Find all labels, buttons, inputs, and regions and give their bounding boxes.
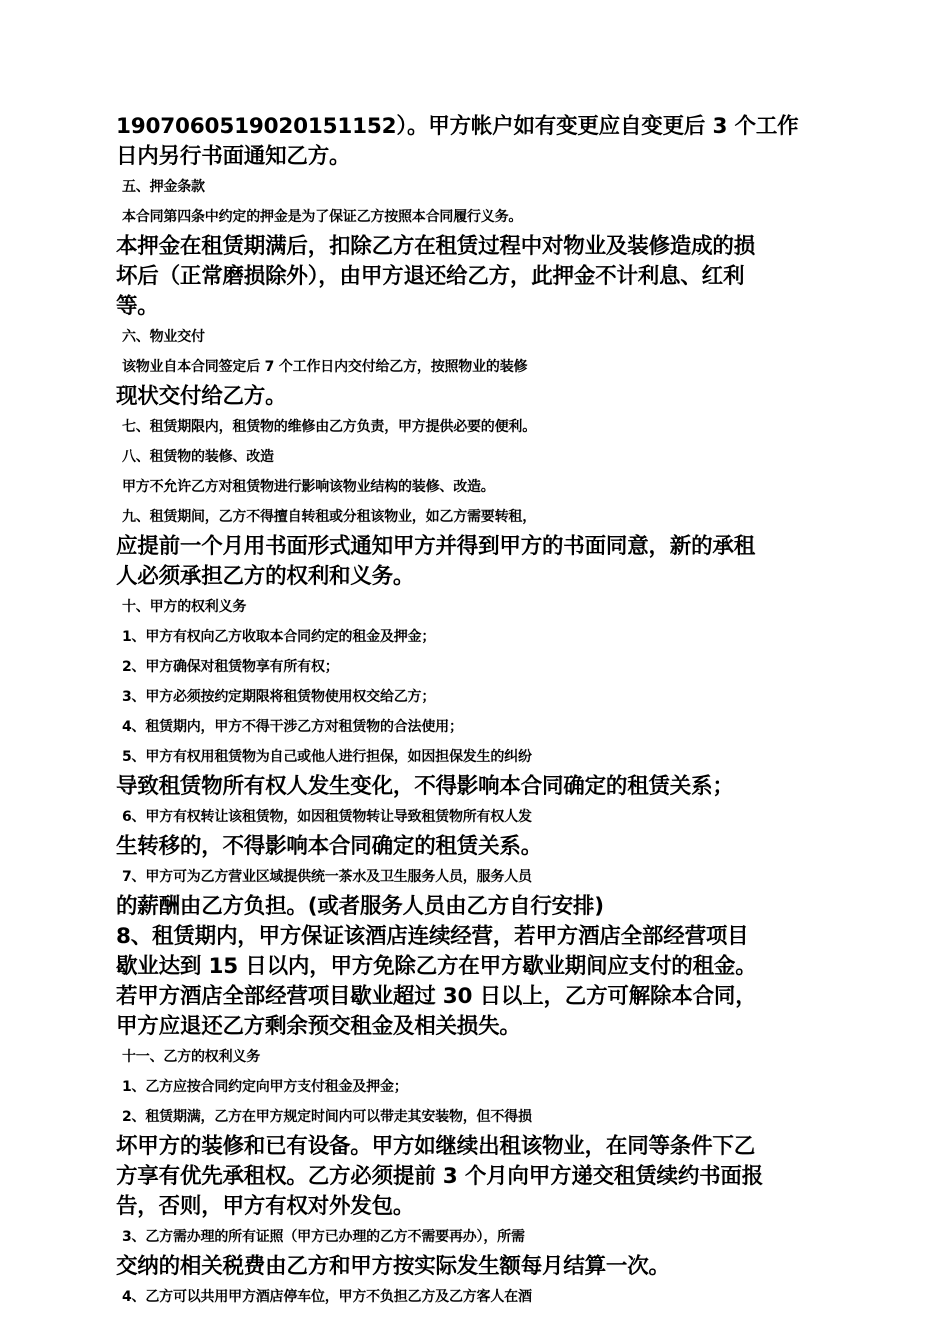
text-line: 人必须承担乙方的权利和义务。 — [116, 564, 415, 589]
text-line: 交纳的相关税费由乙方和甲方按实际发生额每月结算一次。 — [116, 1254, 670, 1279]
text-line: 8、租赁期内，甲方保证该酒店连续经营，若甲方酒店全部经营项目 — [116, 924, 749, 949]
text-line: 告，否则，甲方有权对外发包。 — [116, 1194, 415, 1219]
text-line: 方享有优先承租权。乙方必须提前 3 个月向甲方递交租赁续约书面报 — [116, 1164, 764, 1189]
text-line: 歇业达到 15 日以内，甲方免除乙方在甲方歇业期间应支付的租金。 — [116, 954, 757, 979]
text-line: 应提前一个月用书面形式通知甲方并得到甲方的书面同意，新的承租 — [116, 534, 756, 559]
text-line: 九、租赁期间，乙方不得擅自转租或分租该物业，如乙方需要转租， — [122, 509, 536, 525]
text-line: 3、乙方需办理的所有证照（甲方已办理的乙方不需要再办），所需 — [122, 1229, 525, 1245]
text-line: 本合同第四条中约定的押金是为了保证乙方按照本合同履行义务。 — [122, 209, 523, 225]
text-line: 1、乙方应按合同约定向甲方支付租金及押金； — [122, 1079, 408, 1095]
text-line: 现状交付给乙方。 — [116, 384, 287, 409]
text-line: 生转移的，不得影响本合同确定的租赁关系。 — [116, 834, 543, 859]
text-line: 1907060519020151152）。甲方帐户如有变更应自变更后 3 个工作 — [116, 114, 799, 139]
text-line: 本押金在租赁期满后，扣除乙方在租赁过程中对物业及装修造成的损 — [116, 234, 756, 259]
text-line: 的薪酬由乙方负担。(或者服务人员由乙方自行安排) — [116, 894, 604, 919]
text-line: 六、物业交付 — [122, 329, 205, 345]
text-line: 3、甲方必须按约定期限将租赁物使用权交给乙方； — [122, 689, 436, 705]
text-line: 6、甲方有权转让该租赁物，如因租赁物转让导致租赁物所有权人发 — [122, 809, 532, 825]
text-line: 等。 — [116, 294, 159, 319]
text-line: 八、租赁物的装修、改造 — [122, 449, 274, 465]
text-line: 7、甲方可为乙方营业区域提供统一茶水及卫生服务人员，服务人员 — [122, 869, 532, 885]
text-line: 七、租赁期限内，租赁物的维修由乙方负责，甲方提供必要的便利。 — [122, 419, 536, 435]
text-line: 日内另行书面通知乙方。 — [116, 144, 351, 169]
text-line: 2、甲方确保对租赁物享有所有权； — [122, 659, 339, 675]
text-line: 该物业自本合同签定后 7 个工作日内交付给乙方，按照物业的装修 — [122, 359, 528, 375]
text-line: 坏甲方的装修和已有设备。甲方如继续出租该物业，在同等条件下乙 — [116, 1134, 756, 1159]
text-line: 十一、乙方的权利义务 — [122, 1049, 260, 1065]
text-line: 甲方不允许乙方对租赁物进行影响该物业结构的装修、改造。 — [122, 479, 495, 495]
text-line: 五、押金条款 — [122, 179, 205, 195]
document-body — [116, 112, 846, 1312]
text-line: 若甲方酒店全部经营项目歇业超过 30 日以上，乙方可解除本合同， — [116, 984, 757, 1009]
text-line: 4、租赁期内，甲方不得干涉乙方对租赁物的合法使用； — [122, 719, 463, 735]
text-line: 1、甲方有权向乙方收取本合同约定的租金及押金； — [122, 629, 436, 645]
text-line: 5、甲方有权用租赁物为自己或他人进行担保，如因担保发生的纠纷 — [122, 749, 532, 765]
text-line: 甲方应退还乙方剩余预交租金及相关损失。 — [116, 1014, 521, 1039]
text-line: 导致租赁物所有权人发生变化，不得影响本合同确定的租赁关系； — [116, 774, 734, 799]
text-line: 2、租赁期满，乙方在甲方规定时间内可以带走其安装物，但不得损 — [122, 1109, 532, 1125]
text-line: 十、甲方的权利义务 — [122, 599, 247, 615]
text-line: 4、乙方可以共用甲方酒店停车位，甲方不负担乙方及乙方客人在酒 — [122, 1289, 532, 1305]
text-line: 坏后（正常磨损除外），由甲方退还给乙方，此押金不计利息、红利 — [116, 264, 745, 289]
